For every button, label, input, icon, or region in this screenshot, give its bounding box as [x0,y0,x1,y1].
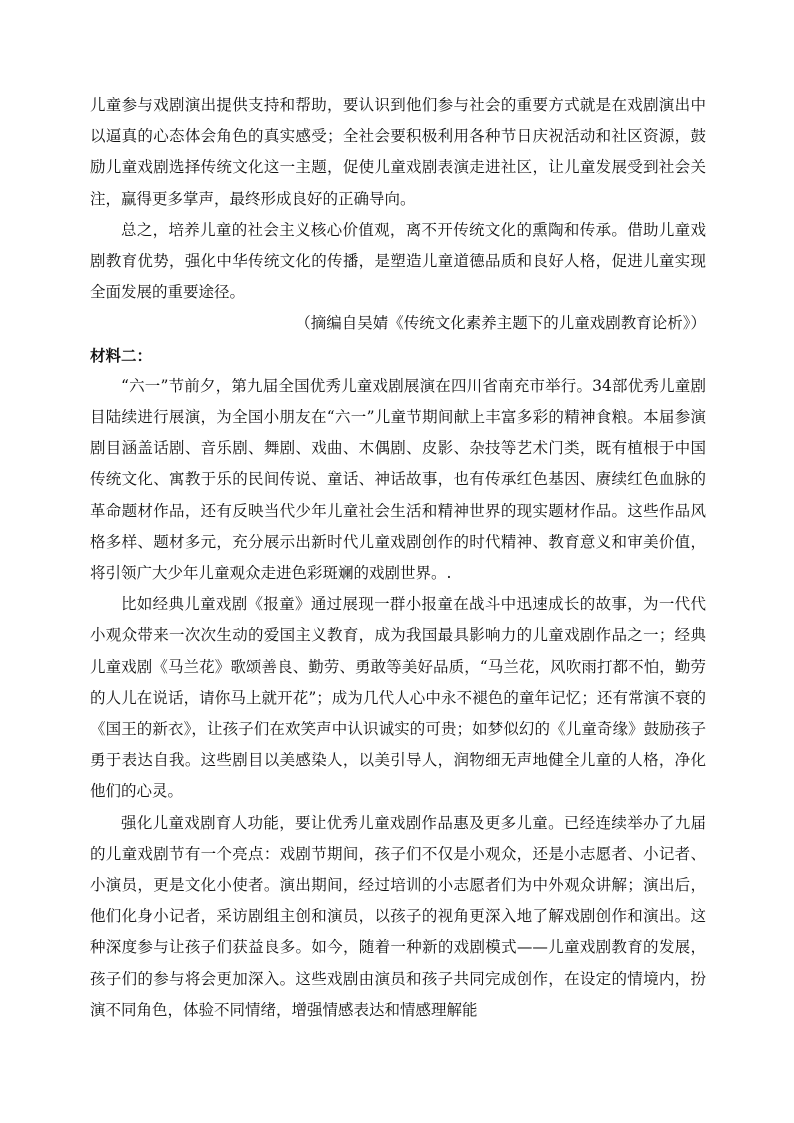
paragraph-conclusion: 总之，培养儿童的社会主义核心价值观，离不开传统文化的熏陶和传承。借助儿童戏剧教育优势，强化中华传统文化的传播，是塑造儿童道德品质和良好人格，促进儿童实现全面发展的重要途径。 [90,220,706,302]
document-page [90,90,706,1026]
material-two-paragraph-3: 强化儿童戏剧育人功能，要让优秀儿童戏剧作品惠及更多儿童。已经连续举办了九届的儿童戏剧节有一个亮点：戏剧节期间，孩子们不仅是小观众，还是小志愿者、小记者、小演员，更是文化小使者。演出期间，经过培训的小志愿者们为中外观众讲解；演出后，他们化身小记者，采访剧组主创和演员，以孩子的视角更深入地了解戏剧创作和演出。这种深度参与让孩子们获益良多。如今，随着一种新的戏剧模式——儿童戏剧教育的发展，孩子们的参与将会更加深入。这些戏剧由演员和孩子共同完成创作，在设定的情境内，扮演不同角色，体验不同情绪，增强情感表达和情感理解能 [90,813,706,1019]
source-citation: （摘编自吴婧《传统文化素养主题下的儿童戏剧教育论析》） [295,314,706,333]
paragraph-continuation: 儿童参与戏剧演出提供支持和帮助，要认识到他们参与社会的重要方式就是在戏剧演出中以逼真的心态体会角色的真实感受；全社会要积极利用各种节日庆祝活动和社区资源，鼓励儿童戏剧选择传统文化这一主题，促使儿童戏剧表演走进社区，让儿童发展受到社会关注，赢得更多掌声，最终形成良好的正确导向。 [90,96,706,208]
material-two-paragraph-1: “六一”节前夕，第九届全国优秀儿童戏剧展演在四川省南充市举行。34部优秀儿童剧目陆续进行展演，为全国小朋友在“六一”儿童节期间献上丰富多彩的精神食粮。本届参演剧目涵盖话剧、音乐剧、舞剧、戏曲、木偶剧、皮影、杂技等艺术门类，既有植根于中国传统文化、寓教于乐的民间传说、童话、神话故事，也有传承红色基因、赓续红色血脉的革命题材作品，还有反映当代少年儿童社会生活和精神世界的现实题材作品。这些作品风格多样、题材多元，充分展示出新时代儿童戏剧创作的时代精神、教育意义和审美价值，将引领广大少年儿童观众走进色彩斑斓的戏剧世界。. [90,376,706,583]
material-two-paragraph-2: 比如经典儿童戏剧《报童》通过展现一群小报童在战斗中迅速成长的故事，为一代代小观众带来一次次生动的爱国主义教育，成为我国最具影响力的儿童戏剧作品之一；经典儿童戏剧《马兰花》歌颂善良、勤劳、勇敢等美好品质，“马兰花，风吹雨打都不怕，勤劳的人儿在说话，请你马上就开花”；成为几代人心中永不褪色的童年记忆；还有常演不衰的《国王的新衣》，让孩子们在欢笑声中认识诚实的可贵；如梦似幻的《儿童奇缘》鼓励孩子勇于表达自我。这些剧目以美感染人，以美引导人，润物细无声地健全儿童的人格，净化他们的心灵。 [90,595,706,801]
material-two-heading: 材料二： [90,345,153,365]
